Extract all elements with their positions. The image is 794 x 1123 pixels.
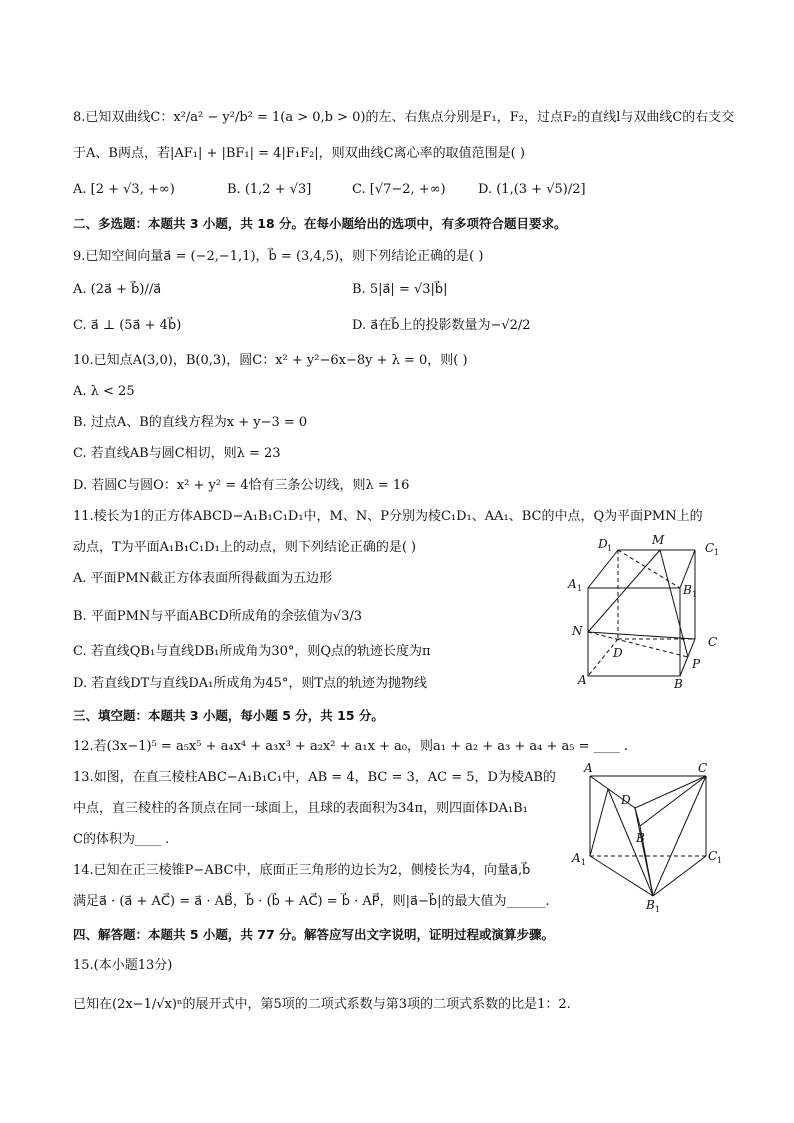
cube-label-a: A <box>578 673 587 687</box>
prism-label-c: C <box>698 762 708 775</box>
cube-figure <box>560 528 740 698</box>
q13-line2: 中点，直三棱柱的各顶点在同一球面上，且球的表面积为34π，则四面体DA₁B₁ <box>73 801 528 816</box>
q11-stem-line2: 动点，T为平面A₁B₁C₁D₁上的动点，则下列结论正确的是( ) <box>73 540 417 555</box>
q10-stem: 10.已知点A(3,0)，B(0,3)，圆C：x² + y²−6x−8y + λ = 0，则( ) <box>73 353 468 368</box>
q15-stem: 已知在(2x−1/√x)ⁿ的展开式中，第5项的二项式系数与第3项的二项式系数的比是1：2. <box>73 997 571 1012</box>
cube-sub-c1: 1 <box>714 548 720 557</box>
prism-label-c1: C <box>708 849 718 863</box>
q9-option-c: C. a⃗ ⊥ (5a⃗ + 4b⃗) <box>73 318 182 333</box>
cube-label-c: C <box>708 635 718 649</box>
q9-option-a: A. (2a⃗ + b⃗)//a⃗ <box>73 282 162 297</box>
q13-line1: 13.如图，在直三棱柱ABC−A₁B₁C₁中，AB = 4，BC = 3，AC = 5，D为棱AB的 <box>73 770 556 785</box>
q11-option-c: C. 若直线QB₁与直线DB₁所成角为30°，则Q点的轨迹长度为π <box>73 644 431 659</box>
q8-stem-line1: 8.已知双曲线C：x²/a² − y²/b² = 1(a > 0,b > 0)的左、右焦点分别是F₁，F₂，过点F₂的直线l与双曲线C的右支交 <box>73 110 735 125</box>
q10-option-a: A. λ < 25 <box>73 384 135 399</box>
q11-option-d: D. 若直线DT与直线DA₁所成角为45°，则T点的轨迹为抛物线 <box>73 676 428 691</box>
q10-option-c: C. 若直线AB与圆C相切，则λ = 23 <box>73 446 281 461</box>
q12-text: 12.若(3x−1)⁵ = a₅x⁵ + a₄x⁴ + a₃x³ + a₂x² + a₁x + a₀，则a₁ + a₂ + a₃ + a₄ + a₅ = ____ . <box>73 739 628 754</box>
q8-option-c: C. [√7−2, +∞) <box>352 182 446 197</box>
q14-line2: 满足a⃗ · (a⃗ + AC⃗) = a⃗ · AB⃗，b⃗ · (b⃗ + AC⃗) = b⃗ · AP⃗，则|a⃗−b⃗|的最大值为______. <box>73 894 550 909</box>
q8-option-d: D. (1,(3 + √5)/2] <box>478 182 586 197</box>
cube-label-d1: D <box>598 537 608 551</box>
q8-option-a: A. [2 + √3, +∞) <box>73 182 175 197</box>
section-multiple-choice-heading: 二、多选题：本题共 3 小题，共 18 分。在每小题给出的选项中，有多项符合题目要求。 <box>73 216 567 231</box>
prism-label-b1: B <box>646 898 655 912</box>
cube-label-p: P <box>692 657 701 671</box>
prism-sub-c1: 1 <box>717 856 723 865</box>
q8-option-b: B. (1,2 + √3] <box>227 182 312 197</box>
cube-label-c1: C <box>705 541 715 555</box>
q10-option-b: B. 过点A、B的直线方程为x + y−3 = 0 <box>73 415 308 430</box>
cube-sub-b1: 1 <box>692 590 698 599</box>
cube-label-b1: B <box>683 583 692 597</box>
q14-line1: 14.已知在正三棱锥P−ABC中，底面正三角形的边长为2，侧棱长为4，向量a⃗,b⃗ <box>73 863 531 878</box>
prism-label-b: B <box>636 831 645 845</box>
prism-sub-a1: 1 <box>581 858 587 867</box>
q9-option-b: B. 5|a⃗| = √3|b⃗| <box>352 282 448 297</box>
q10-option-d: D. 若圆C与圆O：x² + y² = 4恰有三条公切线，则λ = 16 <box>73 478 410 493</box>
prism-sub-b1: 1 <box>655 905 661 914</box>
q11-option-b: B. 平面PMN与平面ABCD所成角的余弦值为√3/3 <box>73 609 363 624</box>
cube-label-n: N <box>572 624 583 638</box>
prism-label-a1: A <box>572 851 581 865</box>
q11-option-a: A. 平面PMN截正方体表面所得截面为五边形 <box>73 571 333 586</box>
cube-label-m: M <box>652 533 665 547</box>
q15-heading: 15.(本小题13分) <box>73 958 173 973</box>
section-solution-heading: 四、解答题：本题共 5 小题，共 77 分。解答应写出文字说明，证明过程或演算步骤。 <box>73 927 555 942</box>
cube-label-b: B <box>674 677 683 691</box>
section-fill-in-heading: 三、填空题：本题共 3 小题，每小题 5 分，共 15 分。 <box>73 708 384 723</box>
q9-option-d: D. a⃗在b⃗上的投影数量为−√2/2 <box>352 318 531 333</box>
q11-stem-line1: 11.棱长为1的正方体ABCD−A₁B₁C₁D₁中，M、N、P分别为棱C₁D₁、AA₁、BC的中点，Q为平面PMN上的 <box>73 509 703 524</box>
cube-label-a1: A <box>568 577 577 591</box>
prism-figure <box>568 762 728 914</box>
cube-sub-d1: 1 <box>607 544 613 553</box>
prism-label-d: D <box>621 793 631 807</box>
q8-stem-line2: 于A、B两点，若|AF₁| + |BF₁| = 4|F₁F₂|，则双曲线C离心率的取值范围是( ) <box>73 146 525 161</box>
cube-label-d: D <box>613 646 623 660</box>
cube-sub-a1: 1 <box>577 584 583 593</box>
q13-line3: C的体积为____ . <box>73 832 170 847</box>
prism-label-a: A <box>584 762 593 775</box>
q9-stem: 9.已知空间向量a⃗ = (−2,−1,1)，b⃗ = (3,4,5)，则下列结论正确的是( ) <box>73 249 484 264</box>
